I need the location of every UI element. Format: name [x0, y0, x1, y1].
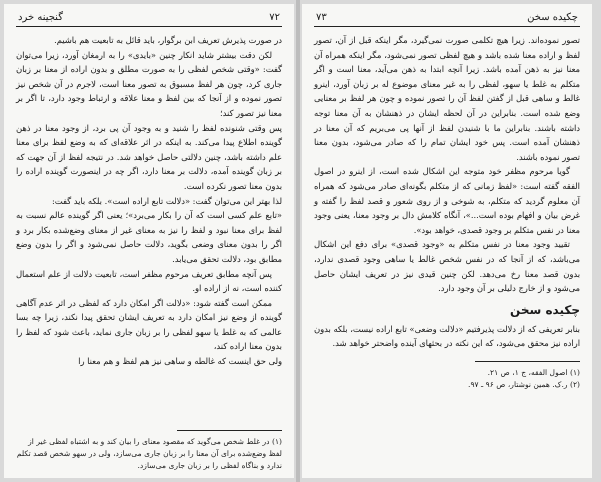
left-page-header — [16, 12, 282, 27]
paragraph: در صورت پذیرش تعریف ابن برگوار، باید قائل به تابعیت هم باشیم. — [54, 35, 282, 45]
section-heading: چکیده سخن — [510, 302, 580, 317]
right-page — [302, 4, 592, 478]
left-page — [4, 4, 294, 478]
left-page-body — [16, 33, 282, 369]
paragraph: لکن دقت بیشتر شاید انکار چنین «بایدی» را به ارمغان آورد، زیرا می‌توان گفت: «وقتی شخص لفظی را به صورت مطلق و بدون اراده از معنا بر زبان جاری کرد، چون هر لفظ مسبوق به تصور معنا است، لاجرم در آن شخص نیز تصور نموده و از آنجا که بین لفظ و معنا علاقه و ارتباط وجود دارد، تا اگر بر معنا نیز تصور کند؛ — [16, 49, 282, 118]
footnote-rule — [475, 361, 580, 362]
paragraph: لذا بهتر این می‌توان گفت: «دلالت تابع اراده است». بلکه باید گفت: — [52, 195, 282, 206]
footnote-list — [16, 436, 282, 472]
right-page-body — [314, 33, 580, 351]
right-page-header — [314, 12, 580, 27]
running-title: چکیده سخن — [527, 12, 578, 23]
paragraph: پس آنچه مطابق تعریف مرحوم مظفر است، تابعیت دلالت از علم استعمال کننده است، نه از اراده او. — [16, 268, 282, 294]
paragraph: بنابر تعریفی که از دلالت پذیرفتیم «دلالت وضعی» تابع اراده نیست، بلکه بدون اراده نیز محقق می‌شود، که این نکته در بحثهای آینده واضحتر خواهد شد. — [314, 323, 580, 349]
footnote: (۲) ر.ک. همین نوشتار، ص ۹۶ ـ ۹۷. — [468, 379, 580, 389]
paragraph: ممکن است گفته شود: «دلالت اگر امکان دارد که لفظی در اثر عدم آگاهی گوینده از وضع نیز امکان دارد به تعریف ایشان تحقق پیدا نکند، زیرا چه بسا عالمی که به غلط یا سهو لفظی را بر زبان جاری نماید، باعث شود که لفظ را بدون معنا اراده کند، — [16, 297, 282, 352]
footnote-rule — [177, 430, 282, 431]
footnote-list — [314, 367, 580, 391]
running-title: گنجینه خرد — [18, 12, 63, 23]
footnote: (۱) در غلط شخص می‌گوید که مقصود معنای را بیان کند و به اشتباه لفظی غیر از لفظ وضع‌شده برای آن معنا را بر زبان جاری می‌سازد، ولی در سهو شخص قصد تکلم ندارد و بناگاه لفظی را بر زبان جاری می‌سازد. — [16, 437, 282, 470]
paragraph: گویا مرحوم مظفر خود متوجه این اشکال شده است، از اینرو در اصول الفقه گفته است: «لفظ زمانی که از متکلم بگونه‌ای صادر می‌شود که همراه آن معلوم گردید که متکلم، به شوخی و از روی شعور و قصد لفظ را گفته و غرض بیان و افهام بوده است...»، آنگاه کلامش دال بر وجود معنا، یعنی وجود معنا در نفس متکلم بر وجود قصدی، خواهد بود». — [314, 166, 580, 235]
paragraph: پس وقتی شنونده لفظ را شنید و به وجود آن پی برد، از وجود معنا در ذهن گوینده اطلاع پیدا می‌کند. به اینکه در اثر علاقه‌ای که به وضع لفظ برای معنا علم داشته باشد، چنین دلالتی حاصل خواهد شد. در نتیجه لفظ از آن جهت که بر زبان گوینده آمده، دلالت بر معنا دارد، اگر چه در اینصورت گوینده اراده را بدون معنا تصور نکرده است. — [16, 122, 282, 191]
paragraph: «تابع علم کسی است که آن را بکار می‌برد»؛ یعنی اگر گوینده عالم نسبت به لفظ برای معنا نبود و لفظ را نیز به معنای غیر از معنای وضع‌شده بکار برد و اگر را بدون معنای وضعی بگوید، دلالت حاصل نمی‌شود و اگر را بدون وضع مطابق بود، دلالت تحقق می‌یابد. — [16, 210, 282, 264]
page-number: ۷۲ — [269, 12, 280, 23]
book-gutter — [296, 0, 300, 482]
paragraph: تصور نموده‌اند. زیرا هیچ تکلمی صورت نمی‌گیرد، مگر اینکه قبل از آن، تصور لفظ و اراده معنا شده باشد و هیچ لفظی تصور نمی‌شود، مگر اینکه همراه آن معنا نیز به ذهن آمده باشد. زیرا آنچه ابتدا به ذهن می‌آید، معنا است و اگر متکلم به غلط یا سهو، لفظی را به غیر معنای موضوع له بر زبان آورد، اینرو غالط و ساهی قبل از گفتن لفظ آن را تصور نموده و چون هر لفظ بر معنایی وضع شده است. بنابراین در آن لحظه ایشان در ذهنشان به آن معنا توجه داشته باشند. بنابراین ما با شنیدن لفظ از آنها پی می‌بریم که آن معنا در ذهنشان آمده است. پس خود ایشان تمام را که صادر می‌شود، بدون معنا تصور نموده باشند. — [314, 35, 580, 162]
page-number: ۷۳ — [316, 12, 327, 23]
footnote: (۱) اصول الفقه، ج ۱، ص ۲۱. — [487, 367, 580, 377]
paragraph: ولی حق اینست که غالطه و ساهی نیز هم لفظ و هم معنا را — [78, 356, 282, 367]
right-footnotes — [314, 361, 580, 391]
paragraph: تقیید وجود معنا در نفس متکلم به «وجود قصدی» برای دفع این اشکال می‌باشد، که از آنجا که در نفس شخص غالط یا ساهی وجود قصدی ندارد، بدون قصد معنا رخ می‌دهد. لکن چنین قیدی نیز در تعریف ایشان حاصل می‌شود و از خارج دلیلی بر آن وجود دارد. — [314, 239, 580, 294]
left-footnotes — [16, 420, 282, 472]
